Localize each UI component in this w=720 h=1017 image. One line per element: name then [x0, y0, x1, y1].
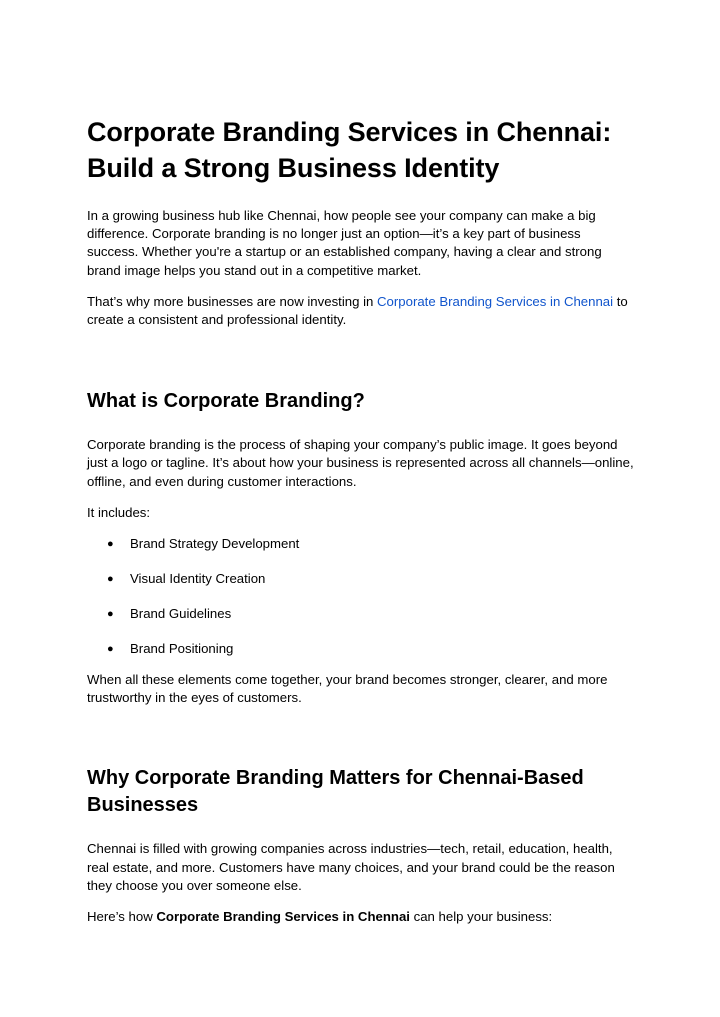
includes-label: It includes: — [87, 504, 151, 520]
section2-help-paragraph — [87, 908, 635, 926]
help-text-bold: Corporate Branding Services in Chennai — [156, 909, 410, 925]
section-spacer — [87, 720, 635, 765]
section2-paragraph: Chennai is filled with growing companies across industries—tech, retail, education, health, real estate, and more. Customers have many choices, and your brand could be the reason they choose you over someone else. — [87, 841, 615, 893]
section1-paragraph: Corporate branding is the process of shaping your company’s public image. It goes beyond just a logo or tagline. It’s about how your business is represented across all channels—online, offline, and even during customer interactions. — [87, 437, 634, 489]
includes-list — [87, 535, 635, 671]
document-page — [87, 114, 635, 939]
section-spacer — [87, 342, 635, 388]
help-text-after: can help your business: — [409, 909, 553, 925]
bullet-icon: ● — [107, 643, 114, 656]
intro-paragraph: In a growing business hub like Chennai, how people see your company can make a big difference. Corporate branding is no longer just an option—it’s a key part of business success. Whether you're a startup or an established company, having a clear and strong brand image helps you stand out in a competitive market. — [87, 208, 602, 278]
bullet-icon: ● — [107, 608, 114, 621]
intro-text-after-link: to create a consistent and professional identity. — [87, 293, 628, 328]
help-text-before: Here’s how — [87, 909, 157, 925]
bullet-icon: ● — [107, 538, 114, 551]
list-item — [87, 605, 635, 640]
section-heading-why-matters: Why Corporate Branding Matters for Chennai-Based Businesses — [87, 767, 584, 817]
list-item-label: Visual Identity Creation — [130, 571, 266, 587]
corporate-branding-link[interactable]: Corporate Branding Services in Chennai — [377, 293, 614, 309]
list-item — [87, 535, 635, 570]
intro-text-before-link: That’s why more businesses are now investing in — [87, 293, 378, 309]
bullet-icon: ● — [107, 573, 114, 586]
list-item-label: Brand Strategy Development — [130, 536, 300, 552]
section-heading-what-is: What is Corporate Branding? — [87, 390, 365, 413]
list-item — [87, 570, 635, 605]
list-item-label: Brand Positioning — [130, 641, 234, 657]
list-item — [87, 640, 635, 671]
intro-paragraph-link — [87, 293, 635, 329]
page-title: Corporate Branding Services in Chennai: Build a Strong Business Identity — [87, 117, 612, 183]
list-item-label: Brand Guidelines — [130, 606, 232, 622]
section1-closing: When all these elements come together, your brand becomes stronger, clearer, and more trustworthy in the eyes of customers. — [87, 672, 608, 706]
